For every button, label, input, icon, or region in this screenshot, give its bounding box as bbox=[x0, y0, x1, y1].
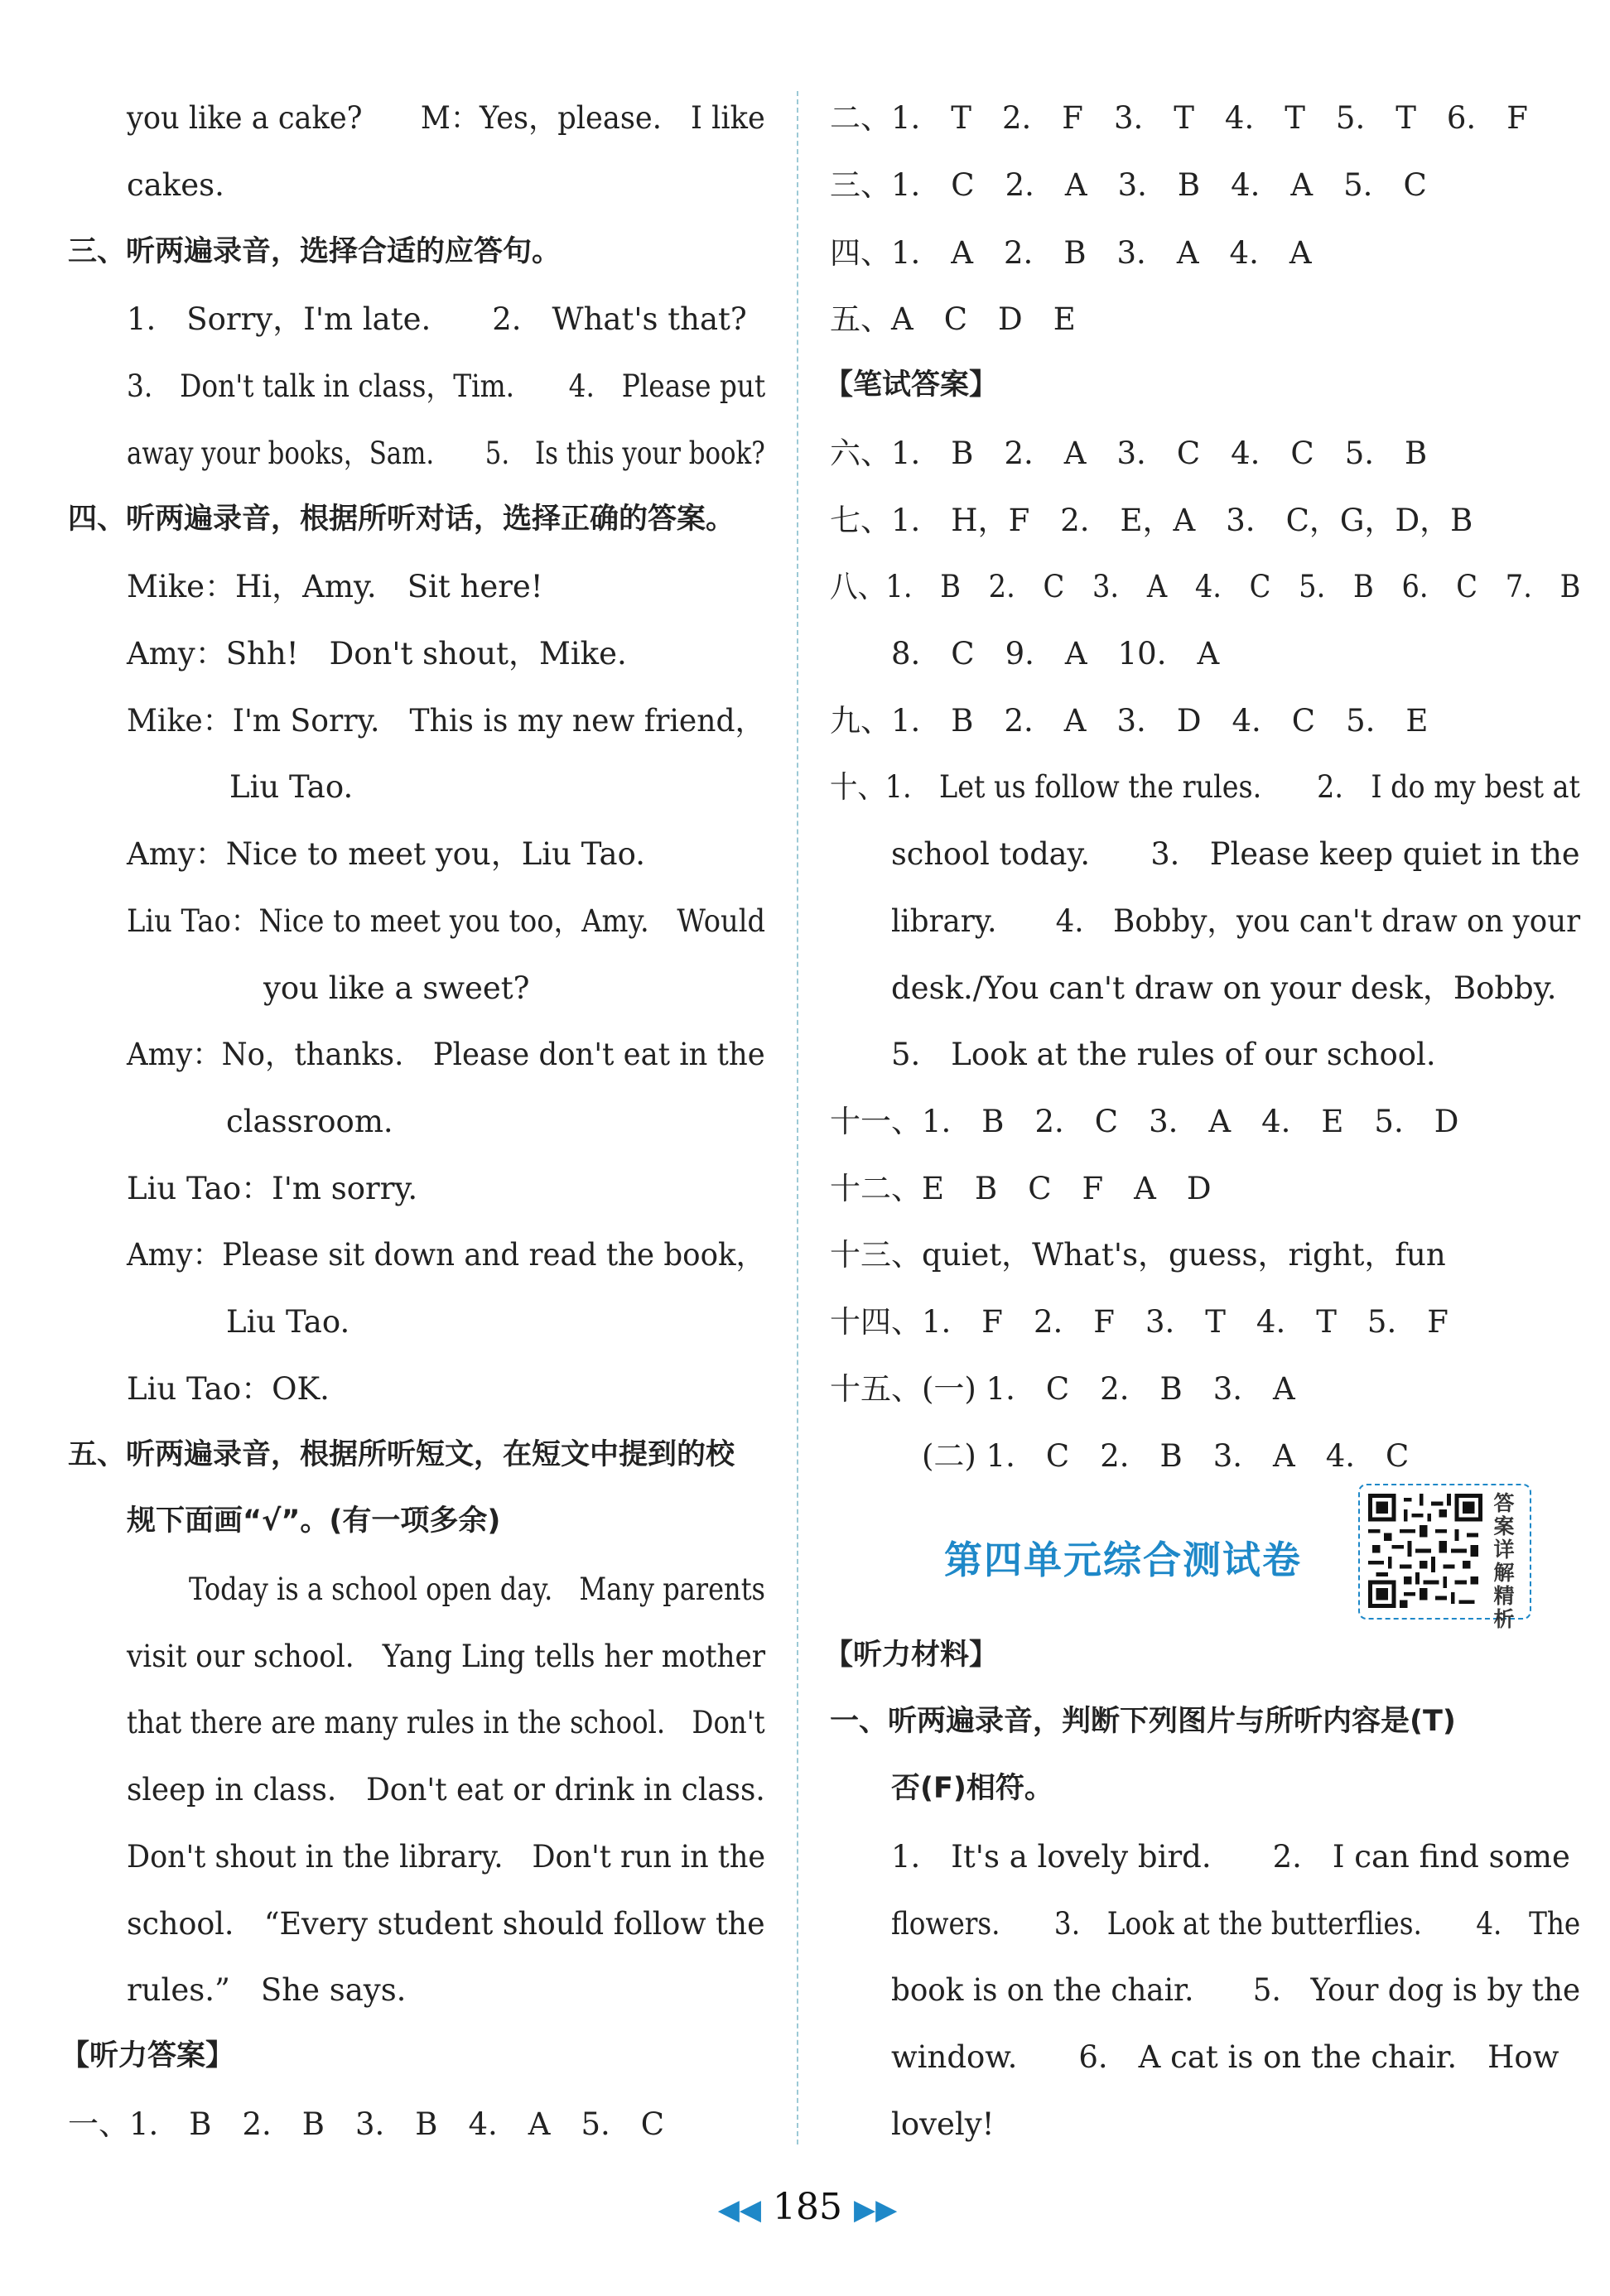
answer-line: 五、A C D E bbox=[830, 301, 1076, 337]
answer-line: 十四、1. F 2. F 3. T 4. T 5. F bbox=[830, 1304, 1449, 1340]
dialog-line: classroom. bbox=[226, 1104, 393, 1139]
passage-line: 1. It's a lovely bird. 2. I can find some bbox=[891, 1839, 1570, 1875]
answer-line: school today. 3. Please keep quiet in the bbox=[891, 836, 1580, 872]
text-line: 3. Don't talk in class，Tim. 4. Please put bbox=[127, 368, 766, 404]
dialog-line: Amy：Please sit down and read the book， bbox=[127, 1237, 766, 1273]
text-line: cakes. bbox=[127, 167, 224, 203]
dialog-line: you like a sweet? bbox=[263, 970, 530, 1006]
answer-line: 十二、E B C F A D bbox=[830, 1171, 1212, 1206]
dialog-line: Liu Tao：Nice to meet you too，Amy. Would bbox=[127, 903, 766, 939]
answer-line: 二、1. T 2. F 3. T 4. T 5. T 6. F bbox=[830, 100, 1528, 136]
section-heading: 规下面画“√”。(有一项多余) bbox=[127, 1504, 501, 1538]
answer-line: 九、1. B 2. A 3. D 4. C 5. E bbox=[830, 703, 1429, 739]
answer-line: library. 4. Bobby，you can't draw on your bbox=[891, 903, 1581, 939]
passage-line: book is on the chair. 5. Your dog is by the bbox=[891, 1972, 1581, 2008]
dialog-line: Amy：Shh! Don't shout，Mike. bbox=[127, 636, 627, 671]
text-line: 1. Sorry，I'm late. 2. What's that? bbox=[127, 301, 747, 337]
answer-line: 5. Look at the rules of our school. bbox=[891, 1037, 1436, 1072]
dialog-line: Mike：Hi，Amy. Sit here! bbox=[127, 569, 543, 604]
section-heading: 四、听两遍录音，根据所听对话，选择正确的答案。 bbox=[68, 503, 735, 536]
page-number: 185 bbox=[773, 2186, 842, 2228]
answer-line: 八、1. B 2. C 3. A 4. C 5. B 6. C 7. B bbox=[830, 569, 1581, 604]
section-heading: 一、听两遍录音，判断下列图片与所听内容是(T) bbox=[830, 1705, 1456, 1738]
passage-line: Today is a school open day. Many parents bbox=[189, 1572, 766, 1607]
qr-code-panel[interactable] bbox=[1358, 1484, 1531, 1631]
answer-line: 一、1. B 2. B 3. B 4. A 5. C bbox=[68, 2106, 665, 2142]
dialog-line: Liu Tao. bbox=[226, 1304, 350, 1340]
dialog-line: Liu Tao. bbox=[229, 769, 354, 805]
unit-title: 第四单元综合测试卷 bbox=[944, 1538, 1302, 1582]
answer-line: 十三、quiet，What's，guess，right，fun bbox=[830, 1237, 1446, 1273]
passage-line: rules.” She says. bbox=[127, 1972, 407, 2008]
passage-line: lovely! bbox=[891, 2106, 995, 2142]
answer-line: desk./You can't draw on your desk，Bobby. bbox=[891, 970, 1557, 1006]
next-page-icon[interactable]: ▶▶ bbox=[853, 2193, 898, 2226]
page-number-footer bbox=[700, 2186, 915, 2228]
passage-line: flowers. 3. Look at the butterflies. 4. The bbox=[891, 1906, 1581, 1942]
section-heading: 三、听两遍录音，选择合适的应答句。 bbox=[68, 235, 562, 268]
section-heading: 五、听两遍录音，根据所听短文，在短文中提到的校 bbox=[68, 1438, 735, 1471]
dialog-line: Mike：I'm Sorry. This is my new friend， bbox=[127, 703, 765, 739]
prev-page-icon[interactable]: ◀◀ bbox=[717, 2193, 761, 2226]
answer-line: 十一、1. B 2. C 3. A 4. E 5. D bbox=[830, 1104, 1459, 1139]
dialog-line: Amy：Nice to meet you，Liu Tao. bbox=[127, 836, 645, 872]
answer-line: 七、1. H，F 2. E，A 3. C，G，D，B bbox=[830, 503, 1473, 538]
answer-line: 六、1. B 2. A 3. C 4. C 5. B bbox=[830, 436, 1428, 471]
passage-line: visit our school. Yang Ling tells her mother bbox=[127, 1639, 766, 1674]
passage-line: school. “Every student should follow the bbox=[127, 1906, 765, 1942]
answer-line: 十、1. Let us follow the rules. 2. I do my best at bbox=[830, 769, 1580, 805]
section-heading: 【笔试答案】 bbox=[824, 368, 999, 402]
passage-line: window. 6. A cat is on the chair. How bbox=[891, 2039, 1559, 2075]
answer-line: 十五、(一) 1. C 2. B 3. A bbox=[830, 1371, 1295, 1407]
passage-line: sleep in class. Don't eat or drink in class. bbox=[127, 1772, 765, 1807]
section-heading: 否(F)相符。 bbox=[891, 1772, 1053, 1805]
answer-line: 三、1. C 2. A 3. B 4. A 5. C bbox=[830, 167, 1427, 203]
qr-code-icon[interactable] bbox=[1368, 1494, 1482, 1608]
dialog-line: Liu Tao：I'm sorry. bbox=[127, 1171, 418, 1206]
answer-line: 四、1. A 2. B 3. A 4. A bbox=[830, 235, 1312, 271]
column-divider bbox=[797, 91, 798, 2144]
text-line: away your books，Sam. 5. Is this your book? bbox=[127, 436, 765, 471]
dialog-line: Amy：No，thanks. Please don't eat in the bbox=[127, 1037, 765, 1072]
passage-line: that there are many rules in the school. Don't bbox=[127, 1705, 765, 1740]
section-heading: 【听力答案】 bbox=[60, 2039, 235, 2072]
answer-line: (二) 1. C 2. B 3. A 4. C bbox=[922, 1438, 1410, 1474]
section-heading: 【听力材料】 bbox=[824, 1639, 999, 1672]
answer-line: 8. C 9. A 10. A bbox=[891, 636, 1220, 671]
passage-line: Don't shout in the library. Don't run in the bbox=[127, 1839, 766, 1875]
dialog-line: Liu Tao：OK. bbox=[127, 1371, 330, 1407]
qr-label: 答案详解精析 bbox=[1493, 1491, 1515, 1631]
text-line: you like a cake? M：Yes，please. I like bbox=[127, 100, 765, 136]
